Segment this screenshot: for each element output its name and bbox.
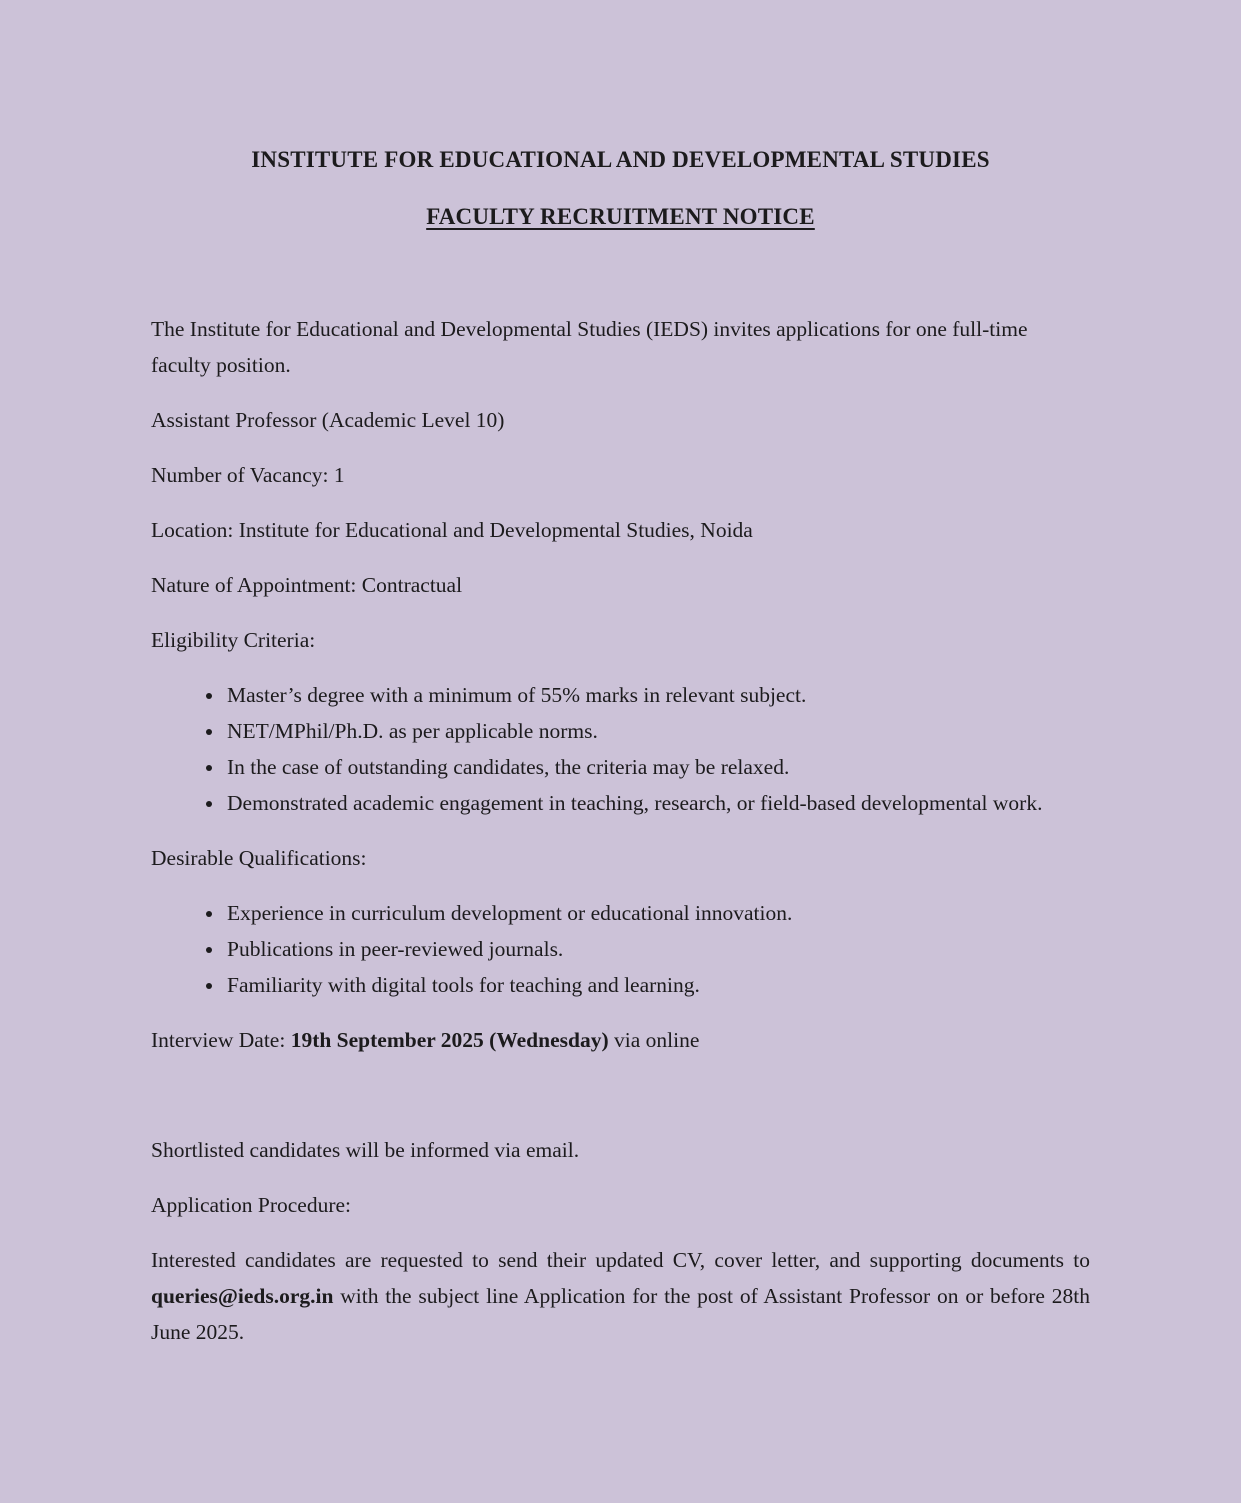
interview-date-bold: 19th September 2025 (Wednesday) bbox=[290, 1028, 609, 1052]
desirable-item: • Publications in peer-reviewed journals. bbox=[225, 931, 1090, 967]
application-email: queries@ieds.org.in bbox=[151, 1284, 334, 1308]
position-line: Assistant Professor (Academic Level 10) bbox=[151, 408, 505, 432]
desirable-heading: Desirable Qualifications: bbox=[151, 846, 367, 870]
document-subtitle: FACULTY RECRUITMENT NOTICE bbox=[426, 204, 815, 229]
application-paragraph-part2: with the subject line Application for the post of Assistant Professor on or before 28th June 2025. bbox=[151, 1284, 1090, 1344]
desirable-item: • Experience in curriculum development or educational innovation. bbox=[225, 895, 1090, 931]
desirable-list bbox=[151, 895, 1090, 1003]
application-paragraph-part1: Interested candidates are requested to send their updated CV, cover letter, and supporting documents to bbox=[151, 1248, 1090, 1272]
eligibility-heading: Eligibility Criteria: bbox=[151, 628, 316, 652]
location-line: Location: Institute for Educational and Developmental Studies, Noida bbox=[151, 518, 753, 542]
eligibility-item: • NET/MPhil/Ph.D. as per applicable norms. bbox=[225, 713, 1090, 749]
interview-date-line bbox=[151, 1022, 1090, 1058]
eligibility-item: • Master’s degree with a minimum of 55% marks in relevant subject. bbox=[225, 677, 1090, 713]
blank-paragraph bbox=[151, 1077, 1090, 1132]
application-heading: Application Procedure: bbox=[151, 1193, 352, 1217]
vacancy-line: Number of Vacancy: 1 bbox=[151, 463, 345, 487]
interview-date-prefix: Interview Date: bbox=[151, 1028, 291, 1052]
eligibility-list bbox=[151, 677, 1090, 821]
appointment-line: Nature of Appointment: Contractual bbox=[151, 573, 463, 597]
document-body bbox=[151, 311, 1090, 1350]
application-paragraph bbox=[151, 1242, 1090, 1350]
document-title: INSTITUTE FOR EDUCATIONAL AND DEVELOPMENTAL STUDIES bbox=[251, 147, 990, 172]
desirable-item: • Familiarity with digital tools for teaching and learning. bbox=[225, 967, 1090, 1003]
shortlist-note: Shortlisted candidates will be informed via email. bbox=[151, 1138, 580, 1162]
interview-date-suffix: via online bbox=[608, 1028, 700, 1052]
eligibility-item: • Demonstrated academic engagement in teaching, research, or field-based developmental work. bbox=[225, 785, 1090, 821]
intro-paragraph: The Institute for Educational and Developmental Studies (IEDS) invites applications for one full-time faculty position. bbox=[151, 317, 1028, 377]
eligibility-item: • In the case of outstanding candidates, the criteria may be relaxed. bbox=[225, 749, 1090, 785]
